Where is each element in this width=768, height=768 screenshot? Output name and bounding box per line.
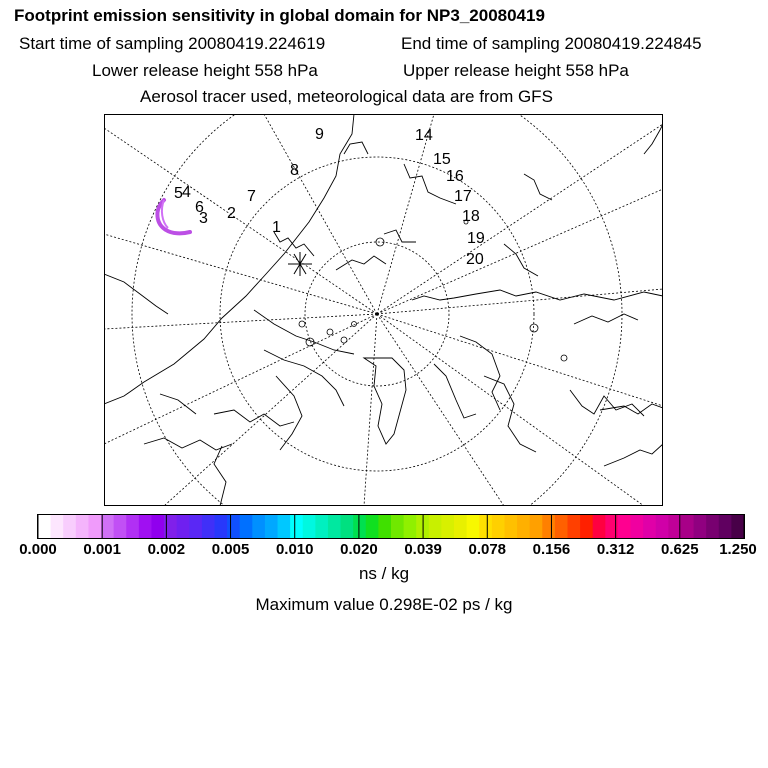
color-scale-cell [681, 515, 694, 538]
trajectory-label: 5 [174, 185, 183, 202]
trajectory-label: 2 [227, 205, 236, 222]
trajectory-label: 1 [272, 219, 281, 236]
color-scale-cell [189, 515, 202, 538]
latitude-circles [132, 114, 622, 506]
color-scale-cell [63, 515, 76, 538]
color-scale-cell [202, 515, 215, 538]
color-scale-cell [643, 515, 656, 538]
color-scale-label: 0.312 [596, 541, 635, 558]
color-scale-cell [618, 515, 631, 538]
trajectory-label: 17 [454, 188, 472, 205]
color-scale-label: 0.039 [404, 541, 442, 558]
color-scale-cell [631, 515, 644, 538]
islands [299, 220, 567, 361]
color-scale-cell [504, 515, 517, 538]
color-scale-label: 0.010 [275, 541, 314, 558]
color-scale-label: 0.002 [147, 541, 186, 558]
trajectory-label: 9 [315, 126, 324, 143]
trajectory-label: 6 [195, 199, 204, 216]
color-scale-cell [492, 515, 505, 538]
color-scale-cell [227, 515, 240, 538]
color-scale-label: 0.156 [532, 541, 571, 558]
color-scale-cell [51, 515, 64, 538]
upper-release-height-label: Upper release height 558 hPa [403, 61, 629, 80]
color-scale-cell [706, 515, 719, 538]
trajectory-label: 20 [466, 251, 484, 268]
color-scale-cell [479, 515, 492, 538]
color-scale-cell [315, 515, 328, 538]
tracer-note: Aerosol tracer used, meteorological data are from GFS [140, 87, 553, 106]
color-scale-cell [215, 515, 228, 538]
color-scale-cell [240, 515, 253, 538]
color-scale-cell [694, 515, 707, 538]
color-scale-cell [441, 515, 454, 538]
color-scale-cell [114, 515, 127, 538]
start-time-label: Start time of sampling 20080419.224619 [19, 34, 326, 53]
color-scale-cell [126, 515, 139, 538]
color-scale-cell [568, 515, 581, 538]
footprint-map [104, 114, 663, 506]
color-scale-cell [378, 515, 391, 538]
trajectory-label: 18 [462, 208, 480, 225]
trajectory-label: 7 [247, 188, 256, 205]
color-scale-cell [76, 515, 89, 538]
color-scale-labels [19, 541, 757, 558]
color-scale-cell [151, 515, 164, 538]
units-label: ns / kg [358, 564, 410, 583]
end-time-label: End time of sampling 20080419.224845 [401, 34, 702, 53]
color-scale-label: 0.001 [83, 541, 121, 558]
trajectory-label: 3 [199, 210, 208, 227]
color-scale-cell [429, 515, 442, 538]
color-scale-cell [542, 515, 555, 538]
color-scale-label: 0.020 [340, 541, 378, 558]
maximum-value-label: Maximum value 0.298E-02 ps / kg [255, 595, 513, 614]
color-scale-cell [719, 515, 732, 538]
trajectory-label: 16 [446, 168, 464, 185]
coastlines [104, 114, 663, 506]
color-scale-legend [0, 510, 768, 560]
trajectory-label: 19 [467, 230, 485, 247]
color-scale-cell [38, 515, 51, 538]
color-scale-cell [278, 515, 291, 538]
color-scale-cell [555, 515, 568, 538]
color-scale-label: 0.078 [468, 541, 507, 558]
color-scale-cell [353, 515, 366, 538]
color-scale-cell [530, 515, 543, 538]
color-scale-cell [265, 515, 278, 538]
color-scale-cell [328, 515, 341, 538]
color-scale-cell [467, 515, 480, 538]
color-scale-cell [101, 515, 114, 538]
color-scale-cell [177, 515, 190, 538]
color-scale-cell [454, 515, 467, 538]
color-scale-cell [252, 515, 265, 538]
color-scale-cell [139, 515, 152, 538]
color-scale-cell [404, 515, 417, 538]
asterisk-icon [288, 252, 312, 276]
color-scale-cell [303, 515, 316, 538]
color-scale-label: 0.005 [211, 541, 250, 558]
color-scale-cell [290, 515, 303, 538]
color-scale-cell [580, 515, 593, 538]
color-scale-label: 1.250 [719, 541, 757, 558]
color-scale-cell [366, 515, 379, 538]
trajectory-label: 14 [415, 127, 433, 144]
color-scale-label: 0.625 [661, 541, 699, 558]
lower-release-height-label: Lower release height 558 hPa [92, 61, 318, 80]
color-scale-cell [731, 515, 744, 538]
color-scale-cell [391, 515, 404, 538]
trajectory-label: 15 [433, 151, 451, 168]
color-scale-cell [593, 515, 606, 538]
trajectory-label: 4 [182, 184, 191, 201]
color-scale-cells [38, 515, 745, 538]
color-scale-cell [517, 515, 530, 538]
color-scale-label: 0.000 [19, 541, 57, 558]
map-title: Footprint emission sensitivity in global domain for NP3_20080419 [14, 6, 545, 25]
color-scale-cell [605, 515, 618, 538]
color-scale-cell [88, 515, 101, 538]
color-scale-cell [341, 515, 354, 538]
color-scale-cell [656, 515, 669, 538]
trajectory-label: 8 [290, 162, 299, 179]
meridian-lines [104, 114, 663, 506]
